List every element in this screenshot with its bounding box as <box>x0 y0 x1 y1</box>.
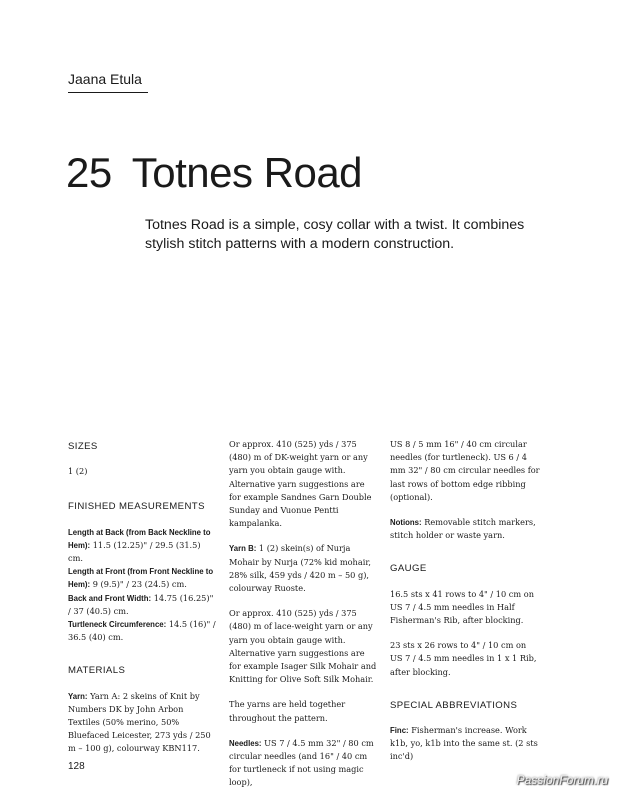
yarn-b-text: Yarn B: 1 (2) skein(s) of Nurja Mohair by Nurja (72% kid mohair, 28% silk, 459 yds / 420 m – 50 g), colourway Ruoste. <box>229 543 371 594</box>
measurement-width: Back and Front Width: 14.75 (16.25)" / 37 (40.5) cm. <box>68 592 214 616</box>
finc-abbreviation: Finc: Fisherman's increase. Work k1b, yo, k1b into the same st. (2 sts inc'd) <box>390 725 538 762</box>
author-name: Jaana Etula <box>68 71 142 87</box>
sizes-value: 1 (2) <box>68 466 88 477</box>
needles-continued: US 8 / 5 mm 16" / 40 cm circular needles (for turtleneck). US 6 / 4 mm 32" / 80 cm circular needles for last rows of bottom edge ribbing (optional). <box>390 439 540 502</box>
materials-heading: MATERIALS <box>68 665 126 677</box>
pattern-title <box>66 149 363 196</box>
measurement-back: Length at Back (from Back Neckline to Hem): 11.5 (12.25)" / 29.5 (31.5) cm. <box>68 527 211 564</box>
needles-text: Needles: US 7 / 4.5 mm 32" / 80 cm circular needles (and 16" / 40 cm for turtleneck if not using magic loop), <box>229 737 374 788</box>
measurements-list <box>68 526 216 645</box>
yarn-b-alternatives: Or approx. 410 (525) yds / 375 (480) m of lace-weight yarn or any yarn you obtain gauge with. Alternative yarn suggestions are for example Isager Silk Mohair and Knitting for Olive Soft Silk Mohair. <box>229 608 377 685</box>
page-number: 128 <box>68 761 85 772</box>
yarn-a-text: Yarn: Yarn A: 2 skeins of Knit by Numbers DK by John Arbon Textiles (50% merino, 50% Bluefaced Leicester, 273 yds / 250 m – 100 g), colourway KBN117. <box>68 690 211 754</box>
yarns-held-together: The yarns are held together throughout the pattern. <box>229 699 346 723</box>
gauge-1x1-rib: 23 sts x 26 rows to 4" / 10 cm on US 7 / 4.5 mm needles in 1 x 1 Rib, after blocking. <box>390 640 537 677</box>
pattern-name: Totnes Road <box>131 149 363 196</box>
pattern-number: 25 <box>66 149 112 196</box>
gauge-heading: GAUGE <box>390 563 427 575</box>
notions-text: Notions: Removable stitch markers, stitch holder or waste yarn. <box>390 517 536 541</box>
special-abbreviations-heading: SPECIAL ABBREVIATIONS <box>390 699 518 711</box>
column-1 <box>68 440 216 768</box>
measurement-front: Length at Front (from Front Neckline to Hem): 9 (9.5)" / 23 (24.5) cm. <box>68 567 214 590</box>
watermark: PassionForum.ru <box>516 773 608 787</box>
yarn-a-alternatives: Or approx. 410 (525) yds / 375 (480) m of DK-weight yarn or any yarn you obtain gauge with. Alternative yarn suggestions are for example Sandnes Garn Double Sunday and Vuonue Pentti kampalanka. <box>229 439 372 529</box>
measurement-turtleneck: Turtleneck Circumference: 14.5 (16)" / 36.5 (40) cm. <box>68 619 216 643</box>
column-3 <box>390 438 540 776</box>
column-2 <box>229 438 379 802</box>
finished-measurements-heading: FINISHED MEASUREMENTS <box>68 501 205 513</box>
gauge-half-fishermans: 16.5 sts x 41 rows to 4" / 10 cm on US 7 / 4.5 mm needles in Half Fisherman's Rib, after blocking. <box>390 588 534 626</box>
sizes-heading: SIZES <box>68 441 98 452</box>
author-underline <box>68 92 148 93</box>
intro-text: Totnes Road is a simple, cosy collar with a twist. It combines stylish stitch patterns with a modern construction. <box>145 217 525 252</box>
